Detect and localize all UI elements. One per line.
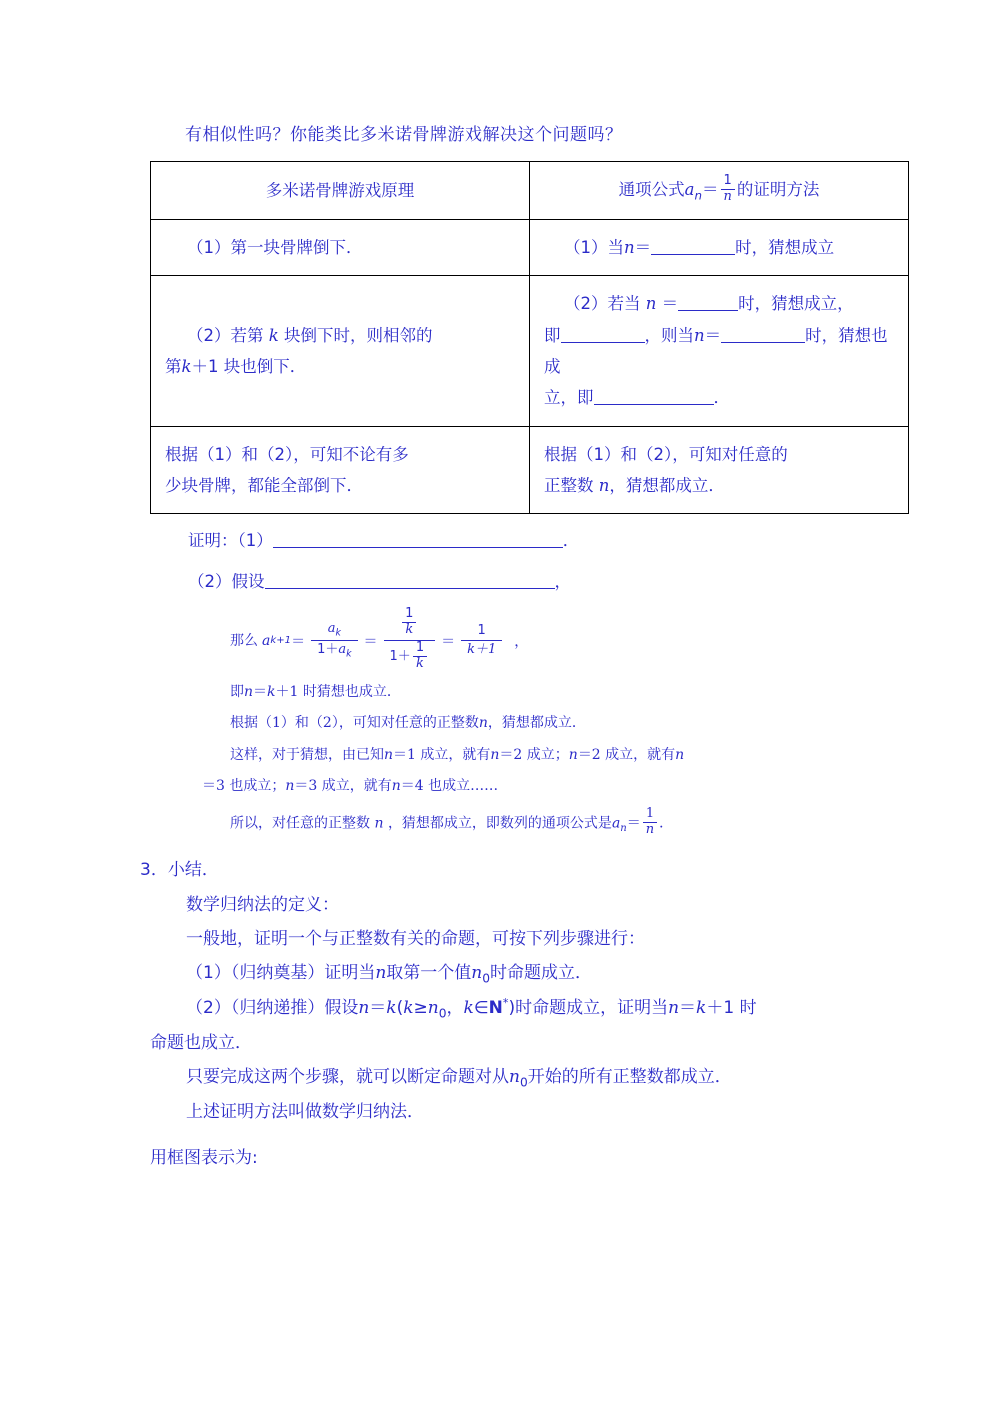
table-row — [151, 426, 909, 514]
proof-step2-eq2: ＝ — [704, 325, 722, 345]
f2-den-num: 1 — [415, 640, 425, 656]
fraction-numerator: 1 — [723, 173, 732, 189]
recurrence-equation — [150, 607, 850, 674]
header-right-post: 的证明方法 — [736, 180, 820, 199]
proof-line-1 — [150, 526, 850, 557]
step2-b: ＝ — [369, 997, 387, 1018]
step2-N: N — [488, 997, 503, 1018]
f1-num-sub: k — [335, 627, 341, 639]
fill-blank[interactable] — [561, 325, 645, 343]
proof-line7-sub: n — [620, 822, 627, 834]
step2-n2: n — [668, 997, 680, 1018]
proof-line3-a: 即 — [230, 684, 244, 701]
fraction-numerator: 1 — [477, 622, 486, 638]
step1-a: （1）（归纳奠基）证明当 — [186, 963, 376, 983]
f2-den-pre: 1＋ — [389, 649, 411, 665]
proof-line7-b: ，猜想都成立，即数列的通项公式是 — [387, 815, 612, 832]
domino-step2-line2-a: 第 — [165, 356, 182, 376]
proof-step2-line2-d: 时，猜想也成 — [544, 325, 888, 376]
proof-line-4 — [150, 709, 850, 738]
fraction-ak-over-1plusak — [311, 620, 357, 662]
step2-comma: ， — [446, 997, 464, 1018]
table-header-left — [151, 162, 530, 220]
proof-line6-b: ＝3 成立，就有 — [294, 778, 392, 795]
proof-conclusion-line2-a: 正整数 — [544, 475, 594, 495]
definition-naming: 上述证明方法叫做数学归纳法． — [186, 1101, 424, 1122]
proof-line3-c: ＋1 时猜想也成立． — [275, 684, 401, 701]
proof-line4-n: n — [478, 715, 488, 732]
domino-step2-k: k — [268, 325, 279, 345]
step2-k: k — [386, 997, 397, 1018]
domino-step2-k2: k — [181, 356, 192, 376]
proof-line3-n: n — [244, 684, 254, 701]
proof-step2-line3-b: ． — [713, 388, 730, 408]
equation-eq1: ＝ — [291, 633, 306, 650]
equation-sub: k+1 — [270, 635, 292, 647]
domino-step2-line1-b: 块倒下时，则相邻的 — [284, 325, 433, 345]
proof-line5-a: 这样，对于猜想，由已知 — [230, 746, 384, 763]
proof-line-6 — [150, 772, 850, 801]
domino-step2-line1 — [165, 320, 515, 351]
proof-line7-end: ． — [659, 815, 674, 832]
step2-a: （2）（归纳递推）假设 — [186, 997, 359, 1018]
table-header-right — [530, 162, 909, 220]
proof-step2-line2-a: 即 — [544, 325, 561, 345]
fraction-denominator: k＋1 — [461, 640, 502, 659]
equation-prefix: 那么 — [230, 632, 258, 649]
table-row — [151, 219, 909, 275]
header-right-sub: n — [694, 188, 702, 203]
domino-conclusion — [151, 426, 530, 514]
proof-line3-k: k — [267, 684, 276, 701]
step2-k2: k — [403, 997, 414, 1018]
proof-step1-post: 时，猜想成立 — [735, 237, 835, 257]
proof-step1-pre: （1）当 — [564, 237, 624, 257]
summary-heading: 3．小结． — [140, 860, 219, 880]
proof-step1-var: n — [624, 237, 635, 257]
definition-step2-line2: 命题也成立． — [150, 1032, 252, 1053]
definition-step1 — [150, 956, 850, 991]
f1-den-pre: 1＋ — [317, 642, 339, 658]
proof-line5-c: ＝2 成立； — [499, 746, 569, 763]
definition-conclusion — [150, 1060, 850, 1095]
proof-line5-b: ＝1 成立，就有 — [393, 746, 491, 763]
proof-line1-label: 证明：（1） — [188, 531, 273, 551]
header-right-pre: 通项公式 — [618, 180, 685, 199]
fraction-denominator: n — [643, 822, 657, 838]
domino-principle-step1 — [151, 219, 530, 275]
definition-step2 — [150, 991, 850, 1026]
fill-blank[interactable] — [651, 237, 735, 255]
proof-step2-eq: ＝ — [661, 294, 679, 314]
proof-step1-eq: ＝ — [634, 237, 652, 257]
proof-line7-var: a — [611, 815, 621, 832]
proof-line6-a: ＝3 也成立； — [202, 778, 286, 795]
fill-blank[interactable] — [678, 294, 738, 312]
domino-principle-step2 — [151, 276, 530, 426]
proof-method-step2 — [530, 276, 909, 426]
proof-conclusion-line2 — [544, 470, 894, 501]
step2-n: n — [358, 997, 370, 1018]
header-right-var: a — [684, 180, 695, 199]
f2-num-den: k — [402, 622, 416, 638]
proof-step2-line2 — [544, 320, 894, 383]
step2-c: ( — [396, 997, 404, 1018]
fraction-one-over-n — [721, 174, 735, 205]
fill-blank[interactable] — [721, 325, 805, 343]
equation-suffix: ， — [514, 633, 529, 650]
domino-conclusion-line1: 根据（1）和（2），可知不论有多 — [165, 444, 409, 464]
proof-line-5 — [150, 741, 850, 770]
proof-line4-a: 根据（1）和（2），可知对任意的正整数 — [230, 715, 479, 732]
conclusion-n0-var: n — [509, 1066, 520, 1087]
proof-line7-n: n — [374, 815, 384, 832]
proof-step2-n2: n — [694, 325, 705, 345]
fraction-one-over-n-final — [643, 807, 657, 838]
conclusion-n0-sub: 0 — [519, 1075, 528, 1090]
step2-k3: k — [463, 997, 474, 1018]
proof-conclusion-line1: 根据（1）和（2），可知对任意的 — [544, 444, 788, 464]
proof-line7-eq: ＝ — [626, 815, 641, 832]
proof-line2-label: （2）假设 — [188, 571, 265, 591]
summary-section — [140, 855, 850, 1168]
proof-line6-n2: n — [391, 778, 401, 795]
proof-line5-d: ＝2 成立，就有 — [577, 746, 676, 763]
step1-n0-var: n — [471, 963, 483, 983]
proof-line5-n3: n — [568, 746, 578, 763]
inner-fraction-one-over-k — [402, 607, 416, 638]
proof-step2-line1-c: 时，猜想成立， — [738, 294, 854, 314]
proof-step2-line2-b: ，则当 — [644, 325, 694, 345]
proof-line5-n2: n — [490, 746, 500, 763]
proof-line6-c: ＝4 也成立…… — [400, 778, 499, 795]
f1-den-var: a — [338, 642, 347, 658]
step1-n: n — [375, 963, 387, 983]
proof-line3-b: ＝ — [253, 684, 268, 701]
fraction-numerator — [322, 620, 347, 640]
proof-line-7 — [150, 805, 850, 839]
step2-d: )时命题成立，证明当 — [508, 997, 669, 1018]
proof-step2-line3 — [544, 382, 894, 413]
f2-den-den: k — [413, 656, 427, 672]
table-row — [151, 162, 909, 220]
step2-star: * — [502, 996, 509, 1010]
proof-conclusion-line2-b: ，猜想都成立． — [609, 475, 725, 495]
definition-title: 数学归纳法的定义： — [186, 895, 339, 915]
proof-method-step1 — [530, 219, 909, 275]
proof-step2-line1-a: （2）若当 — [564, 294, 641, 314]
step2-n0-sub: 0 — [438, 1006, 447, 1021]
proof-line6-n1: n — [285, 778, 295, 795]
domino-step2-line2-b: ＋1 块也倒下． — [191, 356, 307, 376]
f1-num-var: a — [327, 620, 336, 636]
equation-eq2: ＝ — [363, 633, 378, 650]
f1-den-sub: k — [346, 648, 352, 660]
fill-blank[interactable] — [265, 571, 555, 589]
step2-f: ＋1 时 — [706, 997, 757, 1018]
proof-step2-n: n — [645, 294, 657, 314]
domino-step1-text: （1）第一块骨牌倒下． — [187, 237, 363, 257]
proof-line4-b: ，猜想都成立． — [487, 715, 586, 732]
step2-e: ＝ — [679, 997, 697, 1018]
step1-n0-sub: 0 — [482, 971, 491, 986]
step1-c: 时命题成立． — [490, 963, 593, 983]
domino-step2-line2 — [165, 351, 515, 382]
fraction-one-over-kplus1 — [461, 622, 502, 660]
header-right-eq: ＝ — [702, 180, 719, 199]
conclusion-a: 只要完成这两个步骤，就可以断定命题对从 — [186, 1066, 509, 1087]
definition-intro: 一般地，证明一个与正整数有关的命题，可按下列步骤进行： — [186, 929, 645, 949]
fraction-complex — [384, 607, 436, 674]
equation-var: a — [262, 632, 271, 649]
lead-question: 有相似性吗？你能类比多米诺骨牌游戏解决这个问题吗？ — [185, 125, 623, 145]
fraction-denominator — [384, 640, 436, 674]
inner-fraction-one-over-k2 — [413, 641, 427, 672]
step1-b: 取第一个值 — [386, 963, 472, 983]
proof-line-3 — [150, 678, 850, 707]
step2-n0-var: n — [427, 997, 439, 1018]
proof-step2-line3-a: 立，即 — [544, 388, 594, 408]
step2-k4: k — [696, 997, 707, 1018]
comparison-table — [150, 161, 909, 514]
fill-blank[interactable] — [594, 388, 714, 406]
proof-line2-tail: ， — [554, 571, 571, 591]
fill-blank[interactable] — [273, 531, 563, 549]
proof-line7-a: 所以，对任意的正整数 — [230, 815, 370, 832]
fraction-denominator — [311, 640, 357, 661]
proof-line1-tail: ． — [562, 531, 580, 551]
proof-line5-n1: n — [384, 746, 394, 763]
proof-section — [150, 526, 850, 839]
domino-conclusion-line2: 少块骨牌，都能全部倒下． — [165, 475, 363, 495]
proof-step2-line1 — [544, 288, 894, 319]
proof-conclusion-n: n — [598, 475, 610, 495]
step2-ge: ≥ — [413, 997, 428, 1018]
proof-conclusion — [530, 426, 909, 514]
proof-line5-n4: n — [675, 746, 685, 763]
f2-num-num: 1 — [405, 606, 414, 622]
fraction-numerator — [394, 607, 424, 640]
table-row — [151, 276, 909, 426]
conclusion-b: 开始的所有正整数都成立． — [527, 1066, 732, 1087]
diagram-intro: 用框图表示为: — [150, 1147, 258, 1168]
step2-in: ∈ — [473, 997, 489, 1018]
proof-line-2 — [150, 567, 850, 598]
fraction-numerator: 1 — [645, 805, 655, 821]
equation-eq3: ＝ — [441, 633, 456, 650]
domino-step2-line1-a: （2）若第 — [187, 325, 264, 345]
fraction-denominator: n — [721, 189, 735, 205]
header-left-text: 多米诺骨牌游戏原理 — [265, 180, 415, 200]
